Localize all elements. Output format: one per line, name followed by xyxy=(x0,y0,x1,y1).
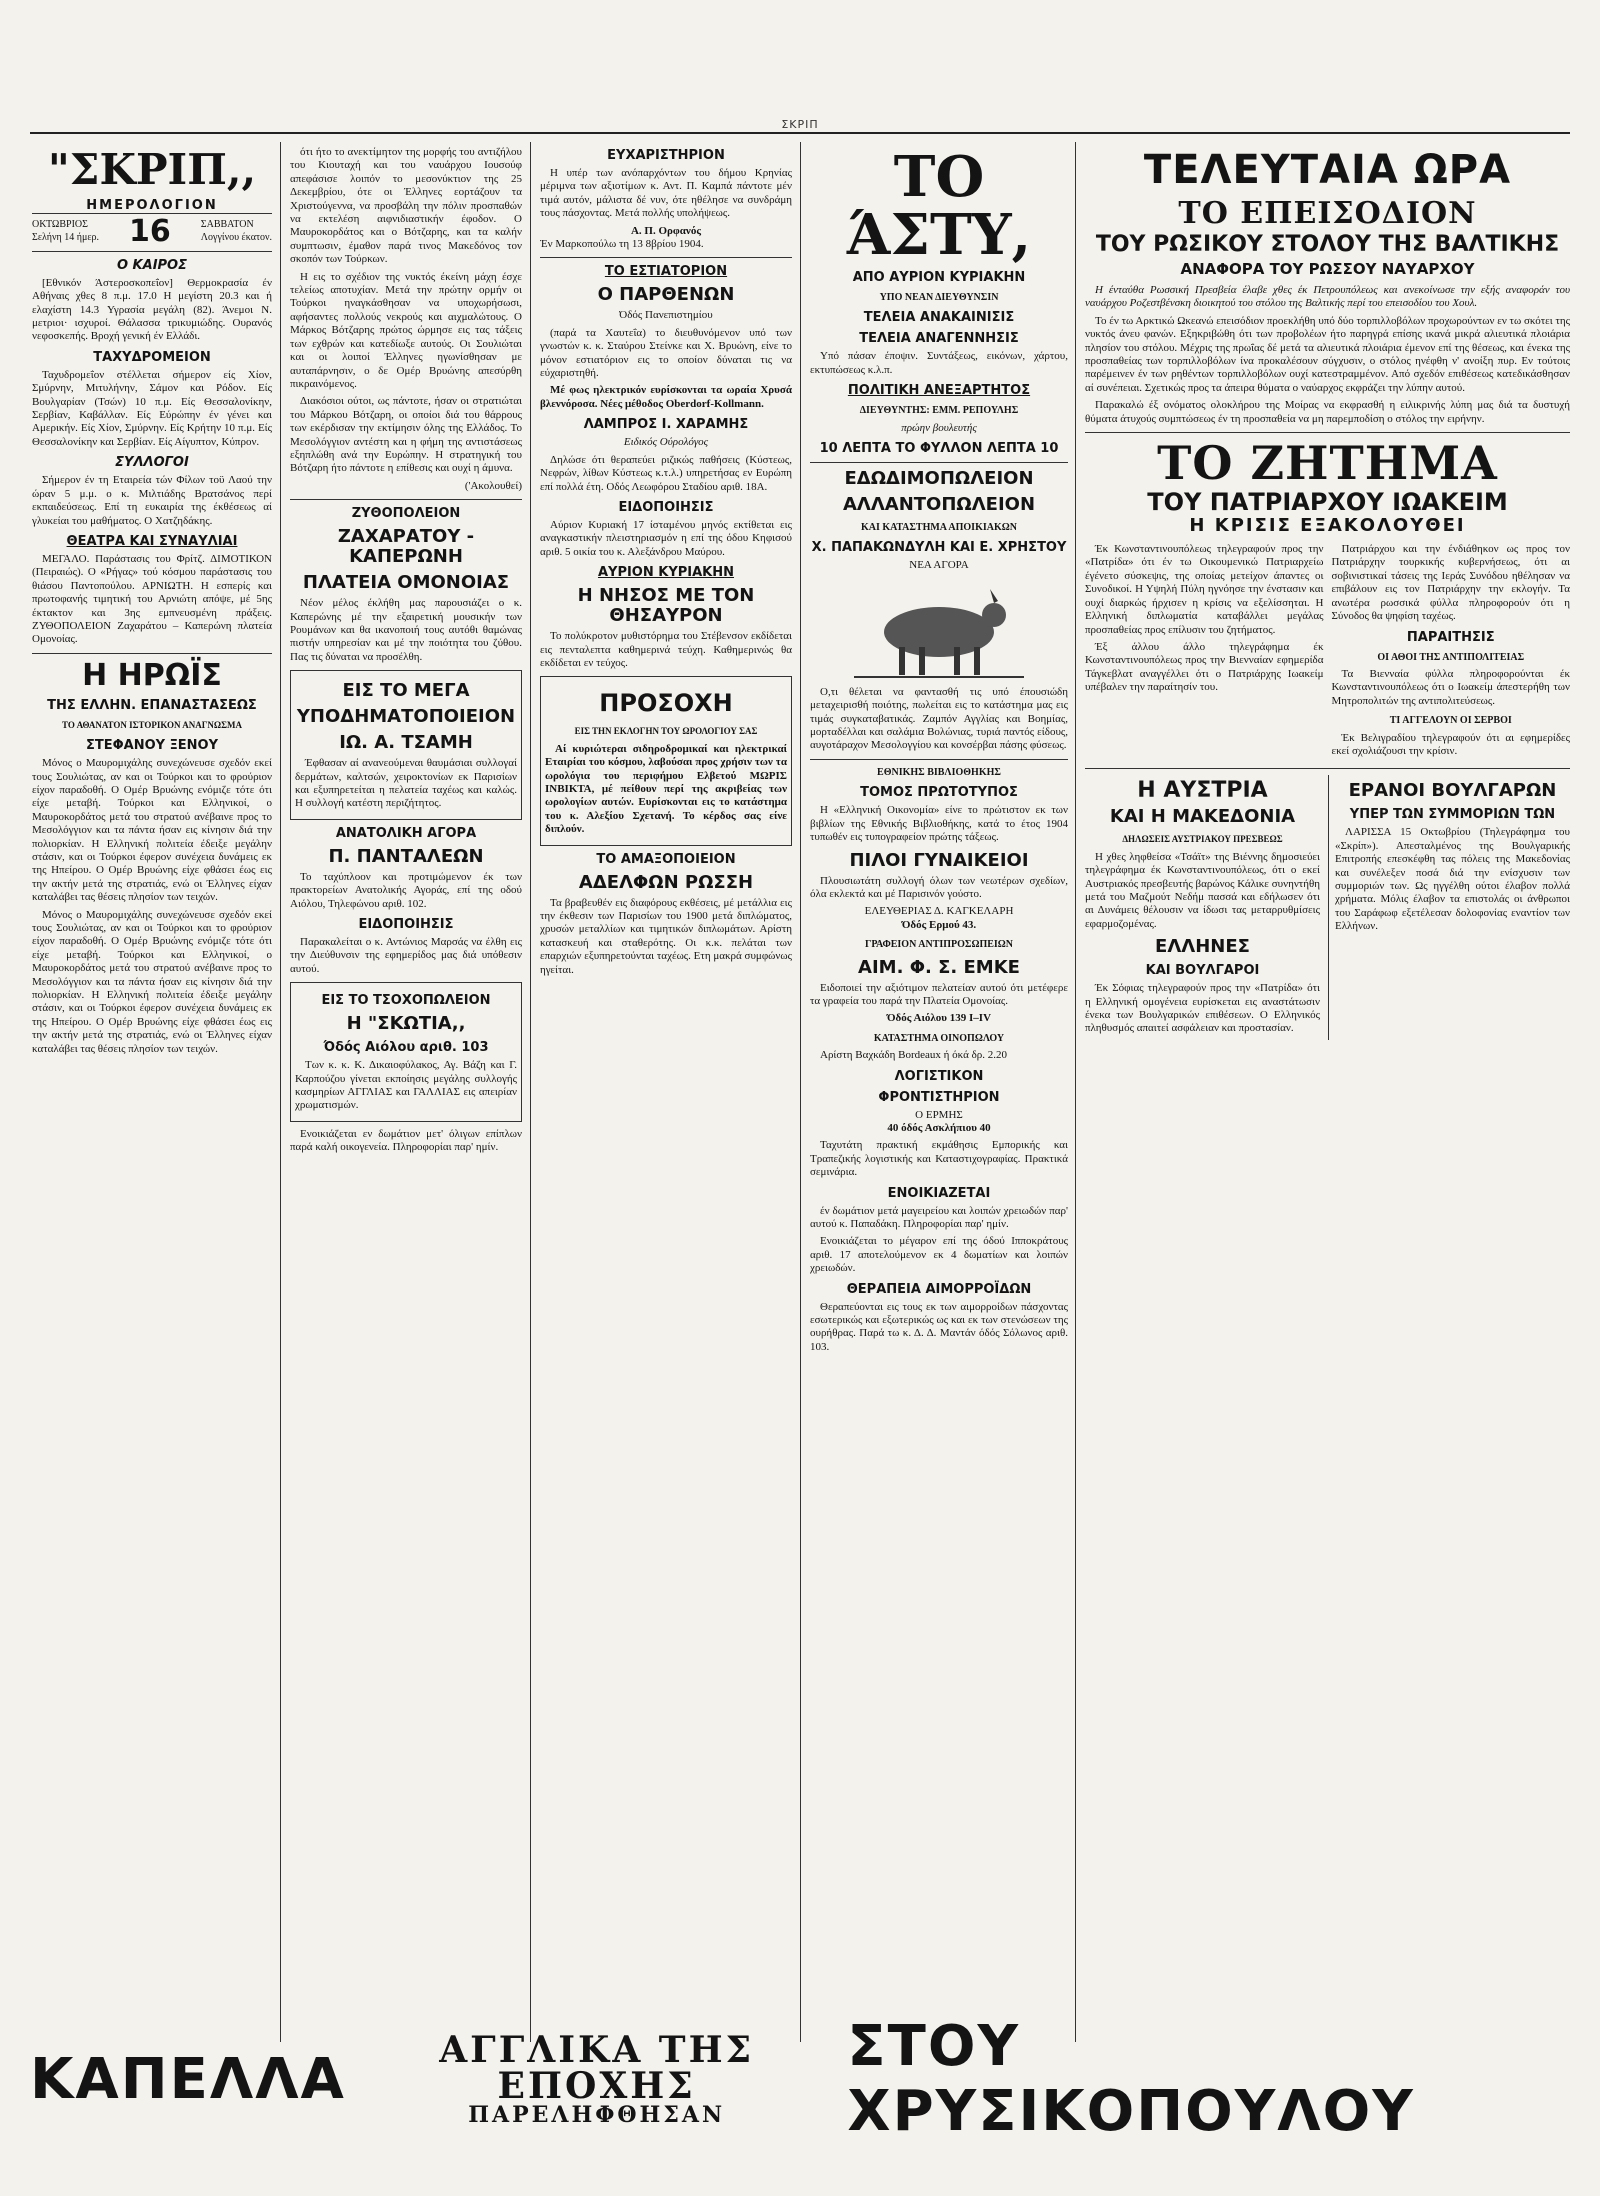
deli-title: ΕΔΩΔΙΜΟΠΩΛΕΙΟΝ xyxy=(844,468,1034,490)
rent2-text: Ενοικιάζεται το μέγαρον επί της όδού Ιπποκράτους αριθ. 17 αποτελούμενον εκ 4 δωματίων και λοιπών χρειωδών. xyxy=(810,1235,1068,1275)
office-text: Ειδοποιεί την αξιότιμον πελατείαν αυτού ότι μετέφερε τα γραφεία του παρά την Πλατεία Ομονοίας. xyxy=(810,981,1068,1007)
column-5 xyxy=(1085,142,1570,2042)
watch-ad xyxy=(540,676,792,845)
column-1 xyxy=(32,142,272,2042)
issue-columns xyxy=(1085,539,1570,762)
column-4 xyxy=(810,142,1068,2042)
store-owner: ΙΩ. Α. ΤΣΑΜΗ xyxy=(339,732,473,754)
issue-text-c: Έξ άλλου άλλο τηλεγράφημα έκ Κωνσταντινουπόλεως προς την Βιενναίαν εφημερίδα Τάγκεβλατ αναγγέλλει ότι ο Πατριάρχης Ιωακείμ υπέβαλεν την παραίτησίν του. xyxy=(1085,640,1324,694)
incident-text-2: Παρακαλώ έξ ονόματος ολοκλήρου της Μοίρας να εκφρασθή η ειλικρινής λύπη μας διά τα δυστυχή θύματα άτυχούς συμπτώσεως έν τη προσπαθεία να μη παρεμποδίση ο στόλος την ειρήνην. xyxy=(1085,399,1570,425)
asty-sub2: ΥΠΟ ΝΕΑΝ ΔΙΕΥΘΥΝΣΙΝ xyxy=(879,292,999,303)
shop2-name: Π. ΠΑΝΤΑΛΕΩΝ xyxy=(328,845,484,867)
assoc-heading: ΣΥΛΛΟΓΟΙ xyxy=(115,455,189,471)
masthead-strip xyxy=(30,118,1570,134)
post-text: Ταχυδρομεΐον στέλλεται σήμερον είς Χίον, Σμύρνην, Μιτυλήνην, Σάμον και Ρόδον. Είς Βουλγαρίαν (Τσών) 10 π.μ. Είς Θεσσαλονίκην, Σερβίαν, Καβάλλαν. Είς Εύρώπην έν γένει και Αμερικήν. Είς Χίον, Σμύρνην. Είς Κρήτην 10 π.μ. Είς Θεσσαλονίκην και Σερβίαν. Είς Αίγυπτον, Κύπρον. xyxy=(32,368,272,448)
last-hour-title: ΤΕΛΕΥΤΑΙΑ ΩΡΑ xyxy=(1143,147,1512,193)
brew-name: ΖΑΧΑΡΑΤΟΥ - ΚΑΠΕΡΩΝΗ xyxy=(337,526,475,568)
footer-text: Ενοικιάζεται εν δωμάτιον μετ' όλιγων επίπλων παρά καλή οικογενεία. Πληροφορίαι παρ' ημίν. xyxy=(290,1127,522,1154)
story-text: Διακόσιοι ούτοι, ως πάντοτε, ήσαν οι στρατιώται του Μάρκου Βότζαρη, οι οποίοι διά του θάρρους των εκέρδισαν την εκτίμησιν όλης της Ελλάδος. Το Μεσολόγγιον αντέστη και η φήμη της αντιστάσεως εξηπλώθη ανά την Ευρώπην. Η στρατηγική του Βότζαρη ήτο πάντοτε η επίθεσις και ουχί η άμυνα. xyxy=(290,395,522,475)
greeks-title: ΕΛΛΗΝΕΣ xyxy=(1155,936,1250,958)
shop3-addr: Όδός Αιόλου αριθ. 103 xyxy=(323,1040,489,1056)
issue-sub: ΤΟΥ ΠΑΤΡΙΑΡΧΟΥ ΙΩΑΚΕΙΜ xyxy=(1147,488,1508,517)
shop2-text: Το ταχύπλοον και προτιμώμενον έκ των πρακτορείων Ανατολικής Αγοράς, επί της οδού Αιόλου, Τηλεφώνου αριθ. 102. xyxy=(290,870,522,910)
orphan-title: ΤΟ ΑΜΑΞΟΠΟΙΕΙΟΝ xyxy=(596,851,736,867)
notice-title: ΕΙΔΟΠΟΙΗΣΙΣ xyxy=(358,917,454,933)
divider xyxy=(290,499,522,500)
rest-title: ΤΟ ΕΣΤΙΑΤΟΡΙΟΝ xyxy=(604,264,728,280)
incident-text: Το έν τω Αρκτικώ Ωκεανώ επεισόδιον προεκλήθη υπό δύο τορπιλλοβόλων προχωρούντων εν τω σκότει της νυκτός άνευ φανών. Εξηκριβώθη ότι των προβολέων ήτο παρηγρά επίσης ικανά μικρά αλιευτικά πλοιάρια πλησίον του στόλου. Μέχρις της πρωΐας δέ μετά τα αλιευτικά πλοιάρια έμενον επί της θέσεως, και ένεκα της προσπαθείας των τορπιλλοβόλων ίνα προκαλέσουν σύγχυσιν, ο στόλος ηνέφθη ν' ανοίξη πυρ. Εν τούτοις παρέμεινεν έν των ρηθέντων τορπιλλοβόλων ουχί κατεστραμμένον. Από σχεδόν επιθέσεως κατεδικάσθησαν αί συνέπειαι. Σχετικώς προς τα άπειρα θύματα ο ναύαρχος εκφράζει την λύπην αυτού. xyxy=(1085,314,1570,394)
column-rule xyxy=(1075,142,1076,2042)
banner-mid-line-1: ΑΓΓΛΙΚΑ ΤΗΣ ΕΠΟΧΗΣ xyxy=(439,2029,755,2107)
asty-title: ΤΟ ΆΣΤΥ, xyxy=(846,144,1032,268)
deli-name: ΑΛΛΑΝΤΟΠΩΛΕΙΟΝ xyxy=(842,494,1036,516)
austria-sub: ΚΑΙ Η ΜΑΚΕΔΟΝΙΑ xyxy=(1109,806,1296,828)
incident-title: ΤΟ ΕΠΕΙΣΟΔΙΟΝ xyxy=(1178,196,1477,231)
store-sub: ΥΠΟΔΗΜΑΤΟΠΟΙΕΙΟΝ xyxy=(296,706,516,728)
incident-sub: ΤΟΥ ΡΩΣΙΚΟΥ ΣΤΟΛΟΥ ΤΗΣ ΒΑΛΤΙΚΗΣ xyxy=(1095,232,1560,257)
store-text: Έφθασαν αί ανανεούμεναι θαυμάσιαι συλλογαί δερμάτων, καλτσών, χειρoκτονίων εκ Παρισίων και εξυπηρετείται η πελατεία ταχέως και καλώς. Η συλλογή κατέστη περιζήτητος. xyxy=(295,757,517,810)
asty-politics: ΠΟΛΙΤΙΚΗ ΑΝΕΞΑΡΤΗΤΟΣ xyxy=(847,383,1031,399)
sunday-title: ΑΥΡΙΟΝ ΚΥΡΙΑΚΗΝ xyxy=(597,565,735,581)
attention-title: ΠΡΟΣΟΧΗ xyxy=(599,689,733,718)
story-text: Η εις το σχέδιον της νυκτός έκείνη μάχη έσχε τελείως αποτυχίαν. Μετά την πρώτην ορμήν οι Τούρκοι ηναγκάσθησαν να υποχωρήσωσι, αφήσαντες πολλούς νεκρούς και αιχμαλώτους. Ο Μάρκος Βότζαρης πρώτος ώρμησε εις τας τάξεις των εχθρών και κατεδίωξε αυτούς. Οι Σουλιώται και οι λοιποί Έλληνες ηγωνίσθησαν με αυταπάρνησιν, ο δε Ομέρ Βρυώνης απεσύρθη πικραινόμενος. xyxy=(290,270,522,390)
divider xyxy=(1085,432,1570,433)
calendar-subtitle: ΗΜΕΡΟΛΟΓΙΟΝ xyxy=(32,198,272,214)
column-rule xyxy=(530,142,531,2042)
assoc-text: Σήμερον έν τη Εταιρεία τών Φίλων τοϋ Λαού την ώραν 5 μ.μ. ο κ. Μιλτιάδης Βρατσάνος περί εκπαιδεύσεως. Επί τη ευκαιρία της έκθέσεως αί γλυκείαι του μαθήματος. Ο Χατζηδάκης. xyxy=(32,474,272,527)
issue-sect3: ΤΙ ΑΓΓΕΛΟΥΝ ΟΙ ΣΕΡΒΟΙ xyxy=(1389,715,1512,727)
women-addr: Όδός Ερμού 43. xyxy=(901,918,977,931)
incident-lead: Η ένταύθα Ρωσσική Πρεσβεία έλαβε χθες έκ Πετρουπόλεως και ανεκοίνωσε την εξής αναφοράν του ναυάρχου Ροζεστβένσκη διοικητού του στόλου της Βαλτικής περί του επεισοδίου του Χουλ. xyxy=(1085,284,1570,310)
island-title: Η ΝΗΣΟΣ ΜΕ ΤΟΝ ΘΗΣΑΥΡΟΝ xyxy=(577,585,755,627)
school-title: ΛΟΓΙΣΤΙΚΟΝ xyxy=(894,1068,984,1084)
books-title: ΕΘΝΙΚΗΣ ΒΙΒΛΙΟΘΗΚΗΣ xyxy=(877,766,1001,778)
women-text: Πλουσιωτάτη συλλογή όλων των νεωτέρων σχεδίων, όλα εκλεκτά και μέ Παρισινόν γούστο. xyxy=(810,874,1068,900)
shop3-title: ΕΙΣ ΤΟ ΤΣΟΧΟΠΩΛΕΙΟΝ xyxy=(321,993,491,1009)
asty-director: ΔΙΕΥΘΥΝΤΗΣ: ΕΜΜ. ΡΕΠΟΥΛΗΣ xyxy=(859,405,1019,417)
cure-title: ΘΕΡΑΠΕΙΑ ΑΙΜΟΡΡΟΪΔΩΝ xyxy=(846,1281,1032,1297)
deli-sub: ΚΑΙ ΚΑΤΑΣΤΗΜΑ ΑΠΟΙΚΙΑΚΩΝ xyxy=(861,522,1017,534)
eranos-title: ΕΡΑΝΟΙ ΒΟΥΛΓΑΡΩΝ xyxy=(1348,780,1557,802)
store-ad xyxy=(290,670,522,820)
asty-former: πρώην βουλευτής xyxy=(901,421,977,434)
austria-sub2: ΔΗΛΩΣΕΙΣ ΑΥΣΤΡΙΑΚΟΥ ΠΡΕΣΒΕΩΣ xyxy=(1122,834,1283,845)
deli-owner: Χ. ΠΑΠΑΚΩΝΔΥΛΗ ΚΑΙ Ε. ΧΡΗΣΤΟΥ xyxy=(811,540,1067,556)
goat-illustration xyxy=(844,577,1034,682)
austria-text: Η χθες ληφθείσα «Τσάϊτ» της Βιέννης δημοσιεύει τηλεγράφημα έκ Κωνσταντινουπόλεως, ότι ο εκεί Αυστριακός πρεσβευτής βαρώνος Κάλικε συνηντήθη μετά του Μαζμούτ Νεδήμ πασσά και εδήλωσεν ότι αι Δυνάμεις θέλουσιν να ίδωσι τας μεταρρυθμίσεις εφαρμοζομένας. xyxy=(1085,850,1320,930)
asty-price: 10 ΛΕΠΤΑ ΤΟ ΦΥΛΛΟΝ ΛΕΠΤΑ 10 xyxy=(819,441,1059,457)
lamp-sub: Ειδικός Ούρολόγος xyxy=(623,436,709,449)
day-name: ΣΑΒΒΑΤΟΝ xyxy=(200,219,254,230)
banner-right: ΣΤΟΥ ΧΡΥΣΙΚΟΠΟΥΛΟΥ xyxy=(847,2014,1415,2144)
eranos-sub: ΥΠΕΡ ΤΩΝ ΣΥΜΜΟΡΙΩΝ ΤΩΝ xyxy=(1349,807,1556,823)
school-text: Ταχυτάτη πρακτική εκμάθησις Εμπορικής και Τραπεζικής λογιστικής και Καταστιχογραφίας. Πρακτικά σεμινάρια. xyxy=(810,1139,1068,1179)
shop2-title: ΑΝΑΤΟΛΙΚΗ ΑΓΟΡΑ xyxy=(335,825,477,841)
banner-left: ΚΑΠΕΛΛΑ xyxy=(30,2046,346,2112)
issue-col-a xyxy=(1085,539,1324,762)
books-name: ΤΟΜΟΣ ΠΡΩΤΟΤΥΠΟΣ xyxy=(860,785,1018,801)
greeks-sub: ΚΑΙ ΒΟΥΛΓΑΡΟΙ xyxy=(1145,963,1260,979)
issue-text-e: Έκ Βελιγραδίου τηλεγραφούν ότι αι εφημερίδες εκεί σχολιάζουσι την κρίσιν. xyxy=(1331,731,1570,757)
post-heading: ΤΑΧΥΔΡΟΜΕΙΟΝ xyxy=(93,349,211,365)
divider xyxy=(32,251,272,252)
masthead-title: ΣΚΡΙΠ xyxy=(781,118,819,131)
heroes-subtitle: ΤΗΣ ΕΛΛΗΝ. ΕΠΑΝΑΣΤΑΣΕΩΣ xyxy=(47,697,257,713)
issue-title: ΤΟ ΖΗΤΗΜΑ xyxy=(1157,436,1498,491)
column-rule xyxy=(280,142,281,2042)
thanks-title: ΕΥΧΑΡΙΣΤΗΡΙΟΝ xyxy=(607,148,725,163)
issue-sub2: Η ΚΡΙΣΙΣ ΕΞΑΚΟΛΟΥΘΕΙ xyxy=(1189,515,1466,537)
asty-line-2: ΤΕΛΕΙΑ ΑΝΑΓΕΝΝΗΣΙΣ xyxy=(859,331,1019,347)
brew-place: ΠΛΑΤΕΙΑ ΟΜΟΝΟΙΑΣ xyxy=(302,572,510,594)
incident-sub2: ΑΝΑΦΟΡΑ ΤΟΥ ΡΩΣΣΟΥ ΝΑΥΑΡΧΟΥ xyxy=(1180,260,1475,278)
brew-title: ΖΥΘΟΠΟΛΕΙΟΝ xyxy=(351,506,461,522)
lamp-title: ΛΑΜΠΡΟΣ Ι. ΧΑΡΑΜΗΣ xyxy=(583,417,749,433)
moon-label: Σελήνη 14 ήμερ. xyxy=(32,232,100,244)
brew-text: Νέον μέλος έκλήθη μας παρουσιάζει ο κ. Καπερώνης μέ την εξαιρετική μουσικήν των Ρουμάνων και θα ικανοποιή τους αυτόθι θαμώνας πιστήν υπηρεσίαν και μέ την ποιότητα του ζύθου. Πας τις δύναται να προσέλθη. xyxy=(290,597,522,663)
column-rule xyxy=(800,142,801,2042)
continued-label: ('Ακολουθεί) xyxy=(464,479,522,492)
austria-title: Η ΑΥΣΤΡΙΑ xyxy=(1137,778,1268,804)
thanks-sign: Α. Π. Ορφανός xyxy=(630,224,701,237)
shop3-name: Η "ΣΚΩΤΙΑ,, xyxy=(346,1013,466,1035)
bottom-columns xyxy=(1085,775,1570,1039)
deli-text: Ο,τι θέλεται να φαντασθή τις υπό έπουσιώδη μεταχειρισθή ποιότης, πωλείται εις το κατάστημα μας εις τιμάς συγκαταβατικάς. Ζαμπόν Αγγλίας και Βοημίας, μορταδέλλαι και σαλάμια Βολώνιας, τυριά παντός είδους, αυγοτάραχον Μεσολογγίου και κονσέρβαι πάσης φύσεως. xyxy=(810,685,1068,752)
heroes-author: ΣΤΕΦΑΝΟΥ ΞΕΝΟΥ xyxy=(85,738,219,754)
story-text: ότι ήτο το ανεκτίμητον της μορφής του αντιζήλου του Κιουταχή και του ναυάρχου Ιουσούφ απεφάσισε λοιπόν το μεσονύκτιον της 25 Δεκεμβρίου, ότε οι Έλληνες εορτάζουν τα Χριστούγεννα, να προσβάλη την πόλιν προσπαθών να εκτελέση αιφνιδιαστικήν έφοδον. Ο Μαυροκορδάτος και ο Βότζαρης, και τα καλήν συμπτωσιν, έμαθον παρά τινος Μακεδόνος τον σκοπόν των Τούρκων. xyxy=(290,146,522,266)
orphan-text: Τα βραβευθέν εις διαφόρους εκθέσεις, μέ μετάλλια εις την έκθεσιν των Παρισίων του 1900 μετά διπλώματος, χρυσών μεταλλίων και τιμητικών διπλωμάτων. Αρίστη κατασκευή και σταθερότης. Οι κ.κ. πελάται των επαρχιών εξυπηρετούνται ταχέως. Ετη μακρά συμφώνως ηγείται. xyxy=(540,896,792,976)
attention-sub: ΕΙΣ ΤΗΝ ΕΚΛΟΓΗΝ ΤΟΥ ΩΡΟΛΟΓΙΟΥ ΣΑΣ xyxy=(574,726,758,737)
thanks-text: Η υπέρ των ανόπαρχόντων του δήμου Κρηνίας μέριμνα των αξιοτίμων κ. Αντ. Π. Καμπά πάντοτε μέν τιμά αυτόν, μάλιστα δέ νυν, ότε ηθέλησε να συνδράμη τους πάσχοντας. Μετά πολλής υπολήψεως. xyxy=(540,167,792,220)
banner-middle xyxy=(346,2029,848,2128)
notice-text: Παρακαλείται ο κ. Αντώνιος Μαρσάς να έλθη εις την Διεύθυνσιν της εφημερίδος μας διά υπόθεσιν αυτού. xyxy=(290,936,522,975)
rest-text: (παρά τα Χαυτεΐα) το διευθυνόμενον υπό των γνωστών κ. κ. Σταύρου Στείνκε και Χ. Βρυώνη, είνε το μόνον εστιατόριον εις το οποίον δύναται τις να εύχαριστηθή. xyxy=(540,326,792,380)
divider xyxy=(1085,768,1570,769)
attention-text: Αί κυριώτεραι σιδηροδρομικαί και ηλεκτρικαί Εταιρίαι του κόσμου, λαβούσαι προς χρήσιν των τα ωρολόγια του περιφήμου Ελβετού ΜΩΡΙΣ ΙΝΒΙΚΤΑ, μέ πείθουν περί της ακριβείας των ωρολογίων αυτών. Ευρίσκονται εις το κατάστημα του κ. Αλεξίου Σχετανή. Το κέρδος σας είνε διπλούν. xyxy=(545,742,787,836)
school-name: ΦΡΟΝΤΙΣΤΗΡΙΟΝ xyxy=(878,1089,1000,1105)
lamp-text: Δηλώσε ότι θεραπεύει ριζικώς παθήσεις (Κύστεως, Νεφρών, λίθων Κύστεως κ.τ.λ.) υπηρετήσας εν Ευρώπη επί πολλά έτη. Οδός Λεωφόρου Σταδίου αριθ. 18Α. xyxy=(540,453,792,493)
divider xyxy=(32,653,272,654)
divider xyxy=(810,462,1068,463)
goat-icon xyxy=(844,577,1034,682)
notice2-title: ΕΙΔΟΠΟΙΗΣΙΣ xyxy=(618,499,714,515)
bottom-banner xyxy=(30,2014,1570,2144)
austria-section xyxy=(1085,775,1320,1039)
saint-label: Λογγίνου έκατον. xyxy=(200,232,272,244)
shop3-ad xyxy=(290,982,522,1122)
asty-text: Υπό πάσαν έποψιν. Συντάξεως, εικόνων, χάρτου, εκτυπώσεως κ.λ.π. xyxy=(810,350,1068,376)
divider xyxy=(540,257,792,258)
eranos-section xyxy=(1328,775,1570,1039)
office-name: ΑΙΜ. Φ. Σ. ΕΜΚΕ xyxy=(858,956,1020,978)
women-owner: ΕΛΕΥΘΕΡΙΑΣ Δ. ΚΑΓΚΕΛΑΡΗ xyxy=(864,905,1014,918)
date-box xyxy=(32,213,272,249)
eranos-text: ΛΑΡΙΣΣΑ 15 Οκτωβρίου (Τηλεγράφημα του «Σκρίπ»). Απεσταλμένος της Βουλγαρικής Επιτροπής επεσκέφθη τας πόλεις της Μακεδονίας και συνέλεξεν ποσά διά την ενίσχυσιν των συμμοριών των. Ως ηγγέλθη ούτοι έλαβον πολλά χρήματα. Μόλις έλαβον τα επιστολάς οι άνθρωποι του Σαράφωφ εξετέλεσαν δολοφονίας εναντίον των Ελλήνων. xyxy=(1335,826,1570,933)
issue-text-b: Πατριάρχου και την ένδιάθηκον ως προς τον Πατριάρχην τουρκικής κυβερνήσεως, ότι αι σοβινιστικαί τάσεις της Ιεράς Συνόδου ηθέλησαν να επιβάλουν εις τον Πατριάρχην την εκλογήν. Τα ανωτέρα ρωσσικά φύλλα πληροφορούν ότι η Σύνοδος θα ψηφίση ταχέως. xyxy=(1331,543,1570,623)
heroes-text: Μόνος ο Μαυρομιχάλης συνεχώνευσε σχεδόν εκεί τους Σουλιώτας, αν και οι Τούρκοι και το φρούριον είχον παραδοθή. Ο Ομέρ Βρυώνης ενόμιζε τότε ότι είχε μεταβή. Τούρκοι και Ελληνικοί, ο Μαυροκορδάτος μετά του στρατού ανέβαινε προς το Μεσολόγγιον και τα πάντα ήσαν εις κίνησιν διά την πολιορκίαν. Η Ελληνική πολιτεία έδειξε μεγάλην στάσιν, και οι Τούρκοι έφερον συνέχεια δυνάμεις εκ της Ηπείρου. Ο Ομέρ Βρυώνης είχε φθάσει έως εις την ακτήν μετά της στρατιάς, ενώ οι Έλληνες είχαν καταλάβει τας θέσεις πλησίον των τειχών. xyxy=(32,757,272,904)
issue-sect: ΠΑΡΑΙΤΗΣΙΣ xyxy=(1406,629,1495,645)
store-title: ΕΙΣ ΤΟ ΜΕΓΑ xyxy=(342,680,470,702)
theater-heading: ΘΕΑΤΡΑ ΚΑΙ ΣΥΝΑΥΛΙΑΙ xyxy=(66,533,238,549)
school-sub: Ο ΕΡΜΗΣ xyxy=(915,1108,963,1121)
women-title: ΠΙΛΟΙ ΓΥΝΑΙΚΕΙΟΙ xyxy=(849,849,1029,871)
office-addr: Όδός Αιόλου 139 Ι–IV xyxy=(886,1012,992,1025)
column-3 xyxy=(540,142,792,2042)
books-text: Η «Ελληνική Οικονομία» είνε το πρώτιστον εκ των βιβλίων της Εθνικής Βιβλιοθήκης, κατά το έτος 1904 τυπωθέν εις τυπογραφείον πρώτης τάξεως. xyxy=(810,804,1068,844)
greeks-text: Έκ Σόφιας τηλεγραφούν προς την «Πατρίδα» ότι η Ελληνική ομογένεια ευρίσκεται εις αναστάτωσιν ένεκα των Βουλγαρικών επιθέσεων. Ο Ελληνικός πληθυσμός απαιτεί ασφάλειαν και προστασίαν. xyxy=(1085,982,1320,1035)
month-label: ΟΚΤΩΒΡΙΟΣ xyxy=(32,219,88,230)
heroes-text: Μόνος ο Μαυρομιχάλης συνεχώνευσε σχεδόν εκεί τους Σουλιώτας, αν και οι Τούρκοι και το φρούριον είχον παραδοθή. Ο Ομέρ Βρυώνης ενόμιζε τότε ότι είχε μεταβή. Τούρκοι και Ελληνικοί, ο Μαυροκορδάτος μετά του στρατού ανέβαινε προς το Μεσολόγγιον και τα πάντα ήσαν εις κίνησιν διά την πολιορκίαν. Η Ελληνική πολιτεία έδειξε μεγάλην στάσιν, και οι Τούρκοι έφερον συνέχεια δυνάμεις εκ της Ηπείρου. Ο Ομέρ Βρυώνης είχε φθάσει έως εις την ακτήν μετά της στρατιάς, ενώ οι Έλληνες είχαν καταλάβει τας θέσεις πλησίον των τειχών. xyxy=(32,908,272,1055)
weather-text: [Εθνικόν Άστεροσκοπεΐον] Θερμοκρασία έν Αθήναις χθες 8 π.μ. 17.0 Η μεγίστη 20.3 και ή ελαχίστη 14.3 Υγρασία μεγάλη (82). Άνεμοι Ν. μετριοι· ισχυροί. Θάλασσα τρικυμιώδης. Ουρανός νεφοσκεπής. Βροχή γενική έν Ελλάδι. xyxy=(32,276,272,343)
shop3-text: Των κ. κ. Κ. Δικαιοφύλακος, Αγ. Βάζη και Γ. Καρπούζου γίνεται εκποίησις μεγάλης συλλογής κασμηρίων ΑΓΓΛΙΑΣ και ΓΑΛΛΙΑΣ εις απειρίαν χρωματισμών. xyxy=(295,1059,517,1112)
column-2 xyxy=(290,142,522,2042)
rest-name: Ο ΠΑΡΘΕΝΩΝ xyxy=(597,284,735,306)
banner-mid-line-2: ΠΑΡΕΛΗΦΘΗΣΑΝ xyxy=(468,2102,726,2128)
weather-heading: Ο ΚΑΙΡΟΣ xyxy=(116,257,187,273)
heroes-title: Η ΗΡΩΪΣ xyxy=(82,657,222,693)
island-text: Το πολύκροτον μυθιστόρημα του Στέβενσον εκδίδεται εις πενταλεπτα καθημερινά τεύχη. Καθημερινώς θα εκδίδεται εν τεύχος. xyxy=(540,630,792,669)
issue-text-a: Έκ Κωνσταντινουπόλεως τηλεγραφούν προς την «Πατρίδα» ότι έν τω Οικουμενικώ Πατριαρχείω έγένετο σύσκεψις, της οποίας μετείχον άπαντες οι Συνοδικοί. Η Υψηλή Πύλη ηγνόησε την ένστασιν και ουχί διαρκώς ήρχισεν η κρίσις να εξελίσσηται. Η Ελληνική διπλωματία καταβάλλει μεγάλας προσπαθείας προς επίλυσιν του ζητήματος. xyxy=(1085,543,1324,636)
wine-text: Αρίστη Βαχκάδη Bordeaux ή όκά δρ. 2.20 xyxy=(820,1049,1008,1062)
rent-text: έν δωμάτιον μετά μαγειρείου και λοιπών χρειωδών παρ' αυτού κ. Παπαδάκη. Πληροφορίαι παρ' ημίν. xyxy=(810,1204,1068,1230)
day-number: 16 xyxy=(129,213,171,249)
notice2-text: Αύριον Κυριακή 17 ίσταμένου μηνός εκτίθεται εις αναγκαστικήν πλειστηριασμόν η επί της όδου Κηφισού αριθ. 5 οικία του κ. Αλεξάνδρου Μαύρου. xyxy=(540,518,792,558)
theater-text: ΜΕΓΑΛΟ. Παράστασις του Φρίτζ. ΔΙΜΟΤΙΚΟΝ (Πειραιώς). Ο «Ρήγας» τού κόσμου παράστασις του θιάσου Παντοπούλου. ΑΡΝΙΩΤΗ. Η εσπερίς και πρωτοφανής τιμητική του Αρνιώτη απόψε, μέ 5ης έκτακτον και 3ης εμπνευσμένη πράξεις. ΖΥΘΟΠΟΛΕΙΟΝ Ζαχαράτου – Καπερώνη πλατεία Ομονοίας. xyxy=(32,552,272,646)
asty-line-1: ΤΕΛΕΙΑ ΑΝΑΚΑΙΝΙΣΙΣ xyxy=(863,310,1015,326)
cure-text: Θεραπεύονται εις τους εκ των αιμορροίδων πάσχοντας εσωτερικώς και εξωτερικώς ως και εκ των στενώσεων της ουρήθρας. Παρά τω κ. Δ. Δ. Μαντάν όδός Σόλωνος αριθ. 103. xyxy=(810,1300,1068,1353)
divider xyxy=(810,759,1068,760)
issue-col-b xyxy=(1332,539,1571,762)
rest-addr: Όδός Πανεπιστημίου xyxy=(619,309,713,322)
issue-text-d: Τα Βιενναία φύλλα πληροφορούνται έκ Κωνσταντινουπόλεως ότι ο Ιωακείμ άπεστερήθη των Μητροπολιτών της αντιπολιτεύσεως. xyxy=(1331,667,1570,707)
heroes-subtitle-2: ΤΟ ΑΘΑΝΑΤΟΝ ΙΣΤΟΡΙΚΟΝ ΑΝΑΓΝΩΣΜΑ xyxy=(61,719,243,730)
issue-sect2: ΟΙ ΑΘΟΙ ΤΗΣ ΑΝΤΙΠΟΛΙΤΕΙΑΣ xyxy=(1377,651,1525,663)
calendar-title: "ΣΚΡΙΠ,, xyxy=(47,145,257,194)
thanks-date: Έν Μαρκοπούλω τη 13 8βρίου 1904. xyxy=(540,238,704,251)
school-addr: 40 όδός Ασκλήπιου 40 xyxy=(887,1121,991,1134)
deli-place: ΝΕΑ ΑΓΟΡΑ xyxy=(909,559,969,572)
lamps-text: Μέ φως ηλεκτρικόν ευρίσκονται τα ωραία Χρυσά βλεννόροσα. Νέες μέθοδος Oberdorf-Kollmann. xyxy=(540,384,792,410)
orphan-name: ΑΔΕΛΦΩΝ ΡΩΣΣΗ xyxy=(578,871,754,893)
wine-title: ΚΑΤΑΣΤΗΜΑ ΟΙΝΟΠΩΛΟΥ xyxy=(873,1032,1005,1044)
rent-title: ΕΝΟΙΚΙΑΖΕΤΑΙ xyxy=(887,1185,991,1201)
asty-sub: ΑΠΟ ΑΥΡΙΟΝ ΚΥΡΙΑΚΗΝ xyxy=(852,270,1026,285)
office-title: ΓΡΑΦΕΙΟΝ ΑΝΤΙΠΡΟΣΩΠΕΙΩΝ xyxy=(864,939,1014,951)
